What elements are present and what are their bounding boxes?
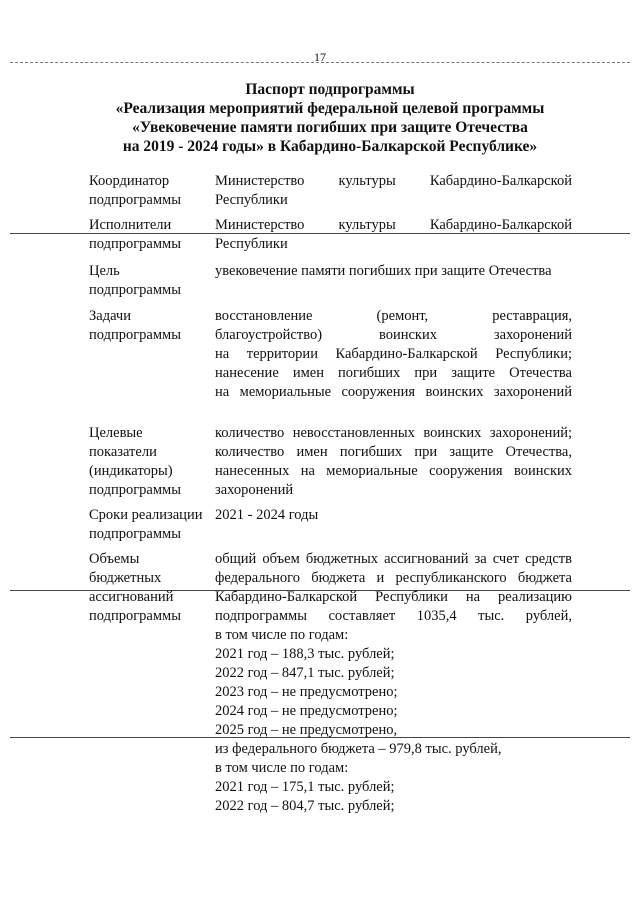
row-value-indicators — [215, 424, 572, 500]
value-line: 2021 год – 188,3 тыс. рублей; — [215, 646, 395, 662]
label-line: показатели — [89, 444, 157, 460]
title-line: «Реализация мероприятий федеральной целевой программы — [115, 100, 545, 117]
value-line: благоустройство) воинских захоронений — [215, 327, 572, 343]
value-line: из федерального бюджета – 979,8 тыс. рублей, — [215, 741, 502, 757]
row-label-executors — [89, 216, 209, 254]
row-label-indicators — [89, 424, 209, 500]
row-value-tasks — [215, 307, 572, 402]
row-label-tasks — [89, 307, 209, 345]
label-line: Объемы — [89, 551, 140, 567]
value-line: нанесенных на мемориальные сооружения воинских — [215, 463, 572, 479]
value-line: количество невосстановленных воинских захоронений; — [215, 425, 572, 441]
label-line: подпрограммы — [89, 526, 181, 542]
value-line: увековечение памяти погибших при защите Отечества — [215, 263, 552, 279]
value-line: общий объем бюджетных ассигнований за счет средств — [215, 551, 572, 567]
value-line: Министерство культуры Кабардино-Балкарской — [215, 217, 572, 233]
label-line: подпрограммы — [89, 327, 181, 343]
row-value-timeline — [215, 506, 572, 525]
value-line: 2022 год – 847,1 тыс. рублей; — [215, 665, 395, 681]
value-line: в том числе по годам: — [215, 627, 349, 643]
title-line: на 2019 - 2024 годы» в Кабардино-Балкарской Республике» — [122, 138, 538, 155]
value-line: подпрограммы составляет 1035,4 тыс. рублей, — [215, 608, 572, 624]
value-line: на территории Кабардино-Балкарской Республики; — [215, 346, 572, 362]
title-line: Паспорт подпрограммы — [245, 81, 415, 98]
value-line: 2022 год – 804,7 тыс. рублей; — [215, 798, 395, 814]
label-line: (индикаторы) — [89, 463, 173, 479]
value-line: 2024 год – не предусмотрено; — [215, 703, 398, 719]
value-line: количество имен погибших при защите Отечества, — [215, 444, 572, 460]
row-label-coordinator — [89, 172, 209, 210]
value-line: федерального бюджета и республиканского бюджета — [215, 570, 572, 586]
value-line: восстановление (ремонт, реставрация, — [215, 308, 572, 324]
value-line: 2021 - 2024 годы — [215, 507, 319, 523]
label-line: Задачи — [89, 308, 131, 324]
value-line: в том числе по годам: — [215, 760, 349, 776]
row-value-executors — [215, 216, 572, 254]
value-line: нанесение имен погибших при защите Отечества — [215, 365, 572, 381]
value-line: 2021 год – 175,1 тыс. рублей; — [215, 779, 395, 795]
label-line: Сроки реализации — [89, 507, 203, 523]
label-line: подпрограммы — [89, 482, 181, 498]
value-line: захоронений — [215, 482, 294, 498]
label-line: бюджетных — [89, 570, 162, 586]
page-number: 17 — [314, 50, 326, 64]
value-line: Кабардино-Балкарской Республики на реализацию — [215, 589, 572, 605]
label-line: Координатор — [89, 173, 170, 189]
row-label-timeline — [89, 506, 209, 544]
label-line: подпрограммы — [89, 282, 181, 298]
row-label-budget — [89, 550, 209, 626]
label-line: Целевые — [89, 425, 143, 441]
value-line: Республики — [215, 192, 288, 208]
label-line: подпрограммы — [89, 608, 181, 624]
label-line: Исполнители — [89, 217, 172, 233]
value-line: на мемориальные сооружения воинских захоронений — [215, 384, 572, 400]
label-line: Цель — [89, 263, 120, 279]
row-label-goal — [89, 262, 209, 300]
row-value-budget — [215, 550, 572, 816]
document-title — [80, 80, 580, 156]
value-line: 2023 год – не предусмотрено; — [215, 684, 398, 700]
row-value-goal — [215, 262, 572, 281]
label-line: ассигнований — [89, 589, 174, 605]
label-line: подпрограммы — [89, 192, 181, 208]
title-line: «Увековечение памяти погибших при защите Отечества — [132, 119, 528, 136]
value-line: Министерство культуры Кабардино-Балкарской — [215, 173, 572, 189]
row-value-coordinator — [215, 172, 572, 210]
label-line: подпрограммы — [89, 236, 181, 252]
value-line: Республики — [215, 236, 288, 252]
value-line: 2025 год – не предусмотрено, — [215, 722, 398, 738]
